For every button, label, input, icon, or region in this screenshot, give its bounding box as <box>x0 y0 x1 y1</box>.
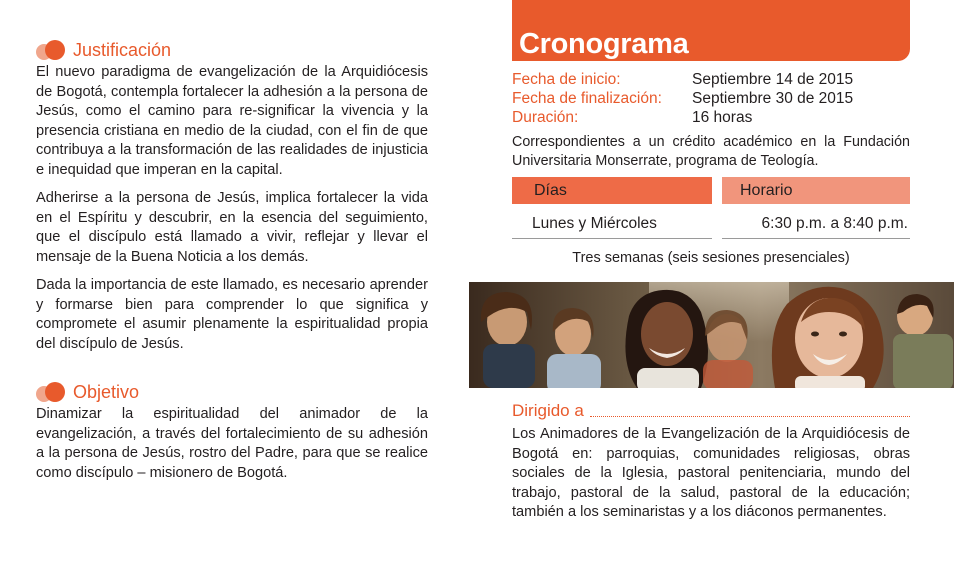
objetivo-section <box>36 380 428 483</box>
info-row-finalizacion <box>512 89 910 108</box>
right-column <box>512 0 910 273</box>
bullet-dots-icon <box>36 38 72 62</box>
bullet-dot-large <box>45 382 65 402</box>
dirigido-section <box>512 399 910 523</box>
left-column <box>36 38 428 492</box>
horario-divider <box>722 238 910 239</box>
credit-note: Correspondientes a un crédito académico en la Fundación Universitaria Monserrate, programa de Teología. <box>512 134 910 169</box>
justificacion-section <box>36 38 428 354</box>
justificacion-title: Justificación <box>73 40 172 60</box>
objetivo-paragraph: Dinamizar la espiritualidad del animador de la evangelización, a través del fortalecimiento de su adhesión a la persona de Jesús, rostro del Padre, para que se realice como discípulo – misionero de Bogotá. <box>36 406 428 481</box>
info-label: Fecha de inicio: <box>512 71 621 88</box>
bullet-dot-large <box>45 40 65 60</box>
dotted-rule <box>590 415 910 417</box>
dirigido-paragraph: Los Animadores de la Evangelización de la Arquidiócesis de Bogotá en: parroquias, comunidades religiosas, obras sociales de la Iglesia, pastoral penitenciaria, mundo del trabajo, pastoral de la salud, pastoral de la educación; también a los seminaristas y a los diáconos permanentes. <box>512 426 910 521</box>
schedule-table <box>512 177 910 273</box>
info-row-inicio <box>512 70 910 89</box>
info-label: Duración: <box>512 109 579 126</box>
justificacion-paragraph-3: Dada la importancia de este llamado, es necesario aprender y formarse bien para comprender lo que significa y compromete el asumir plenamente la espiritualidad propia del discípulo de Jesús. <box>36 277 428 352</box>
info-row-duracion <box>512 108 910 127</box>
dirigido-title: Dirigido a <box>512 401 584 420</box>
info-label: Fecha de finalización: <box>512 90 662 107</box>
cronograma-info <box>512 70 910 127</box>
horario-header: Horario <box>722 177 910 204</box>
info-value: Septiembre 14 de 2015 <box>692 71 854 88</box>
justificacion-header <box>36 38 428 62</box>
info-value: 16 horas <box>692 109 753 126</box>
dias-divider <box>512 238 712 239</box>
schedule-note: Tres semanas (seis sesiones presenciales) <box>572 250 850 266</box>
objetivo-header <box>36 380 428 404</box>
dias-value: Lunes y Miércoles <box>532 215 657 232</box>
cronograma-banner <box>512 0 910 61</box>
justificacion-paragraph-1: El nuevo paradigma de evangelización de la Arquidiócesis de Bogotá, contempla fortalecer la adhesión a la persona de Jesús, como el camino para re-significar la vivencia y la presencia cristiana en medio de la ciudad, con el fin de que contribuya a la transformación de las realidades de injusticia e inequidad que imperan en la capital. <box>36 64 428 178</box>
dirigido-header <box>512 399 910 421</box>
objetivo-title: Objetivo <box>73 382 140 402</box>
horario-value: 6:30 p.m. a 8:40 p.m. <box>761 215 908 232</box>
students-photo-icon <box>469 282 954 388</box>
bullet-dots-icon <box>36 380 72 404</box>
justificacion-paragraph-2: Adherirse a la persona de Jesús, implica fortalecer la vida en el Espíritu y descubrir, en la esencia del seguimiento, que el discípulo está llamado a vivir, reflejar y llevar el mensaje de la Buena Noticia a los demás. <box>36 190 428 265</box>
dias-header: Días <box>512 177 712 204</box>
cronograma-title: Cronograma <box>519 28 689 60</box>
info-value: Septiembre 30 de 2015 <box>692 90 854 107</box>
students-photo <box>469 282 954 388</box>
